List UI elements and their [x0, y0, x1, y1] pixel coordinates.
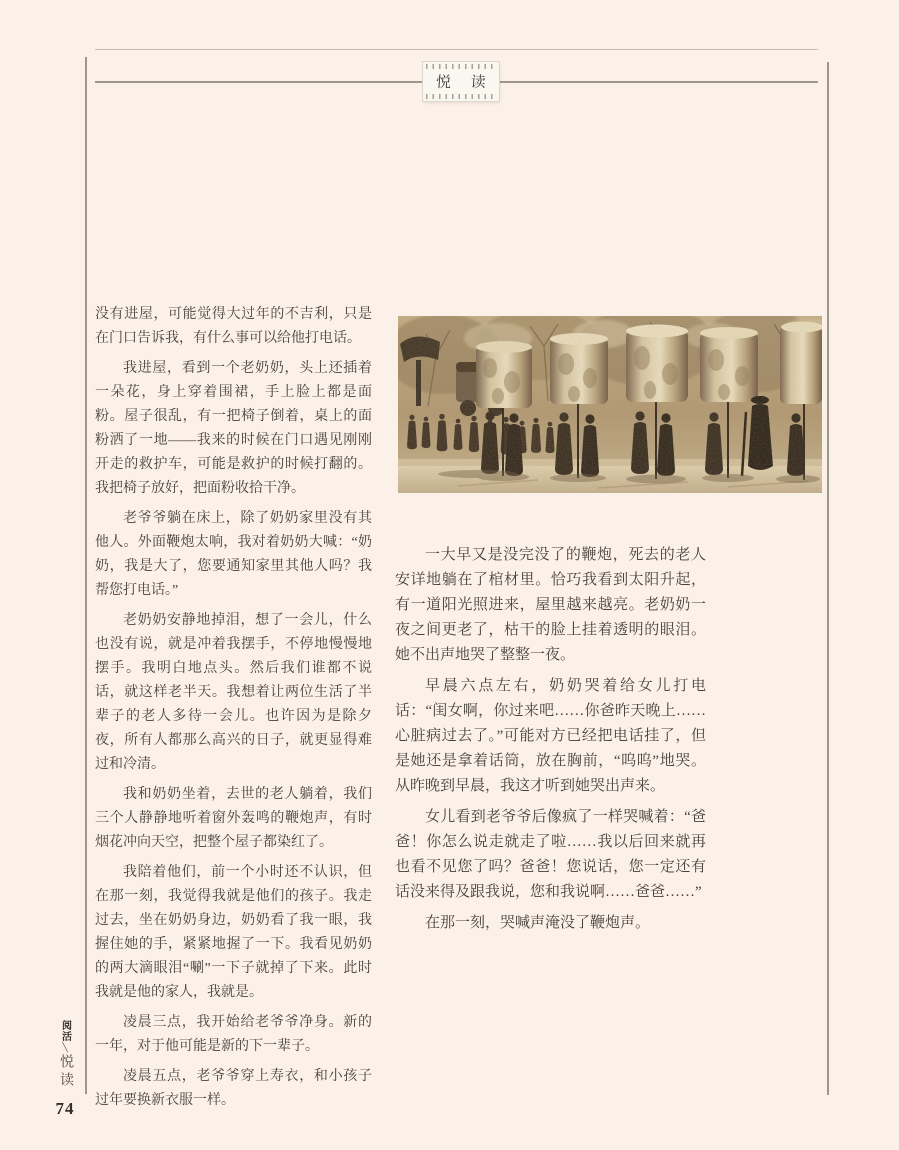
right-margin-rule — [827, 62, 829, 1095]
page-number: 74 — [55, 1099, 75, 1118]
magazine-tag: 阅活 — [59, 1020, 71, 1042]
paragraph: 在那一刻，哭喊声淹没了鞭炮声。 — [425, 915, 651, 931]
paragraph: 女儿看到老爷爷后像疯了一样哭喊着：“爸爸！你怎么说走就走了啦……我以后回来就再也看不见您了吗？爸爸！您说话，您一定还有话没来得及跟我说，您和我说啊……爸爸……” — [395, 809, 706, 900]
paragraph: 我和奶奶坐着，去世的老人躺着，我们三个人静静地听着窗外轰鸣的鞭炮声，有时烟花冲向天空，把整个屋子都染红了。 — [95, 787, 372, 850]
header-rule-thin — [95, 49, 818, 50]
paragraph: 我陪着他们，前一个小时还不认识，但在那一刻，我觉得我就是他们的孩子。我走过去，坐在奶奶身边，奶奶看了我一眼，我握住她的手，紧紧地握了一下。我看见奶奶的两大滴眼泪“唰”一下子就掉了下来。此时我就是他的家人，我就是。 — [95, 865, 372, 1000]
article-column-right — [395, 543, 706, 942]
paragraph: 凌晨三点，我开始给老爷爷净身。新的一年，对于他可能是新的下一辈子。 — [95, 1015, 372, 1054]
footer-sidebar — [46, 1020, 84, 1119]
paragraph: 老奶奶安静地掉泪，想了一会儿，什么也没有说，就是冲着我摆手，不停地慢慢地摆手。我明白地点头。然后我们谁都不说话，就这样老半天。我想着让两位生活了半辈子的老人多待一会儿。也许因为是除夕夜，所有人都那么高兴的日子，就更显得难过和冷清。 — [95, 613, 372, 772]
procession-photo-graphic — [398, 316, 822, 493]
paragraph: 凌晨五点，老爷爷穿上寿衣，和小孩子过年要换新衣服一样。 — [95, 1069, 372, 1108]
section-stamp-label: 悦 读 — [434, 75, 487, 91]
paragraph: 没有进屋，可能觉得大过年的不吉利，只是在门口告诉我，有什么事可以给他打电话。 — [95, 307, 372, 346]
left-margin-rule — [85, 57, 87, 1094]
sidebar-separator: ╲ — [62, 1043, 68, 1053]
section-label-vertical: 悦读 — [58, 1054, 73, 1090]
section-stamp — [423, 62, 499, 101]
paragraph: 早晨六点左右，奶奶哭着给女儿打电话：“闺女啊，你过来吧……你爸昨天晚上……心脏病过去了。”可能对方已经把电话挂了，但是她还是拿着话筒，放在胸前，“呜呜”地哭。从昨晚到早晨，我这才听到她哭出声来。 — [395, 678, 706, 794]
paragraph: 老爷爷躺在床上，除了奶奶家里没有其他人。外面鞭炮太响，我对着奶奶大喊：“奶奶，我是大了，您要通知家里其他人吗？我帮您打电话。” — [95, 511, 372, 598]
article-column-left — [95, 303, 372, 1119]
funeral-procession-photo — [398, 316, 822, 493]
paragraph: 我进屋，看到一个老奶奶，头上还插着一朵花，身上穿着围裙，手上脸上都是面粉。屋子很乱，有一把椅子倒着，桌上的面粉洒了一地——我来的时候在门口遇见刚刚开走的救护车，可能是救护的时候打翻的。我把椅子放好，把面粉收拾干净。 — [95, 361, 372, 496]
paragraph: 一大早又是没完没了的鞭炮，死去的老人安详地躺在了棺材里。恰巧我看到太阳升起，有一道阳光照进来，屋里越来越亮。老奶奶一夜之间更老了，枯干的脸上挂着透明的眼泪。她不出声地哭了整整一夜。 — [395, 547, 706, 663]
